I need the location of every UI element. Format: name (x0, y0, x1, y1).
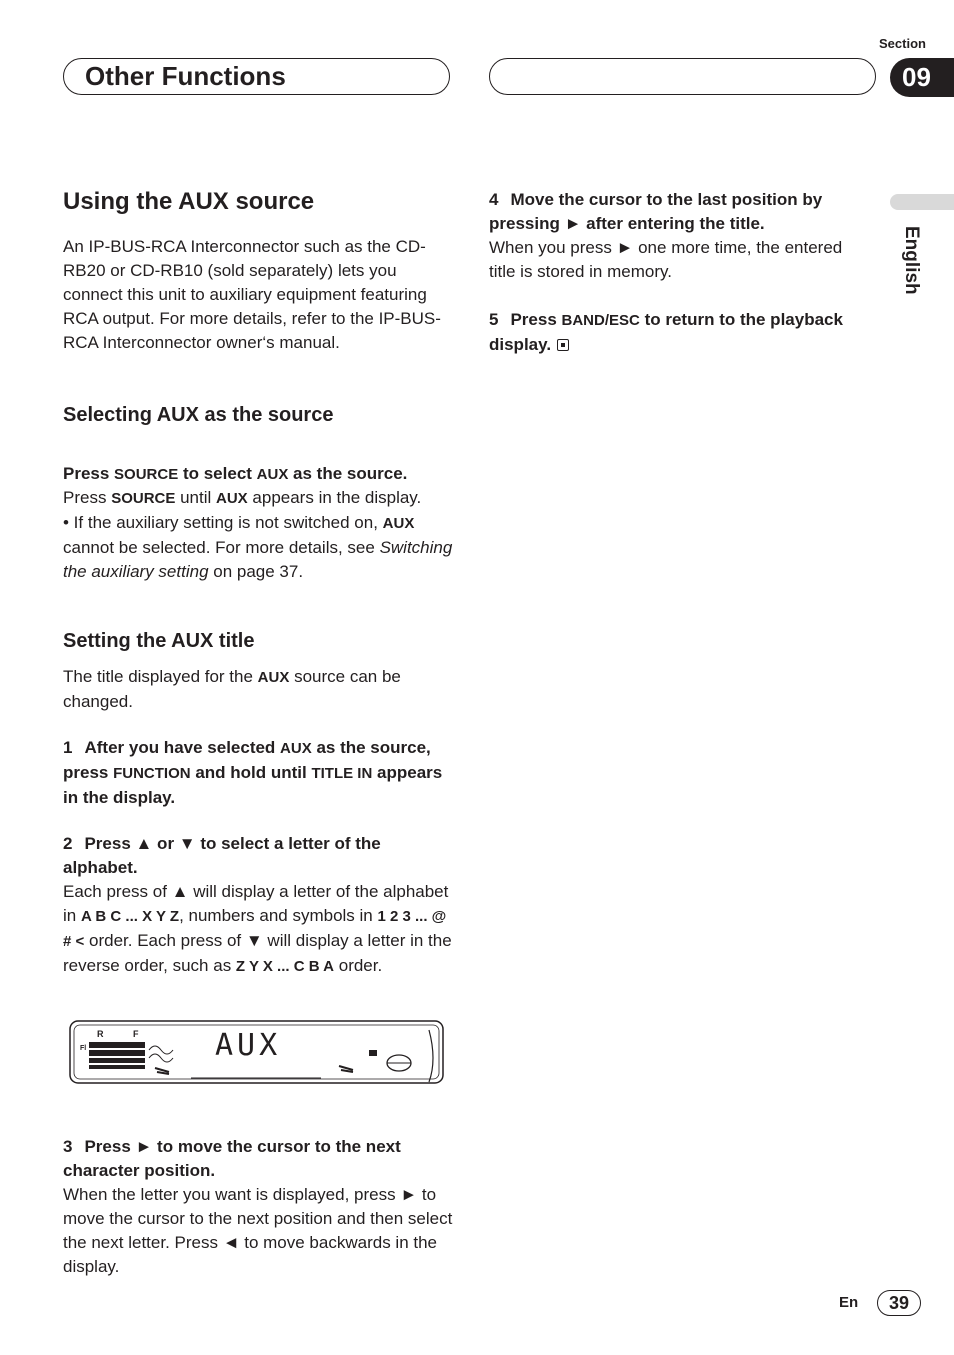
header-empty-box (489, 58, 876, 95)
step-3-body: When the letter you want is displayed, press ► to move the cursor to the next position and then select the next letter. Press ◄ to move backwards in the display. (63, 1185, 453, 1276)
end-of-section-icon (557, 339, 569, 351)
step-1: 1 After you have selected AUX as the source, press FUNCTION and hold until TITLE IN appears in the display. (63, 738, 443, 807)
step-5: 5 Press BAND/ESC to return to the playback display. (489, 310, 843, 354)
svg-text:R: R (97, 1029, 104, 1039)
header-title-box (63, 58, 450, 95)
step-3: 3 Press ► to move the cursor to the next character position. (63, 1137, 401, 1180)
footer-language: En (839, 1294, 859, 1311)
main-heading: Using the AUX source (63, 188, 315, 215)
svg-text:F: F (133, 1029, 139, 1039)
step-4: 4 Move the cursor to the last position by pressing ► after entering the title. (489, 190, 823, 233)
cross-reference-link: Switching the auxiliary setting (63, 538, 453, 581)
page-number: 39 (877, 1290, 921, 1316)
step-2: 2 Press ▲ or ▼ to select a letter of the alphabet. (63, 834, 381, 877)
section-label: Section (879, 36, 926, 51)
language-label: English (901, 226, 922, 295)
intro-paragraph: An IP-BUS-RCA Interconnector such as the CD-RB20 or CD-RB10 (sold separately) lets you connect this unit to auxiliary equipment featuring RCA output. For more details, refer to the IP-BUS-RCA Interconnector owner‘s manual. (63, 237, 441, 352)
page-title: Other Functions (85, 61, 286, 91)
selecting-heading: Selecting AUX as the source (63, 404, 334, 426)
language-tab-marker (890, 194, 954, 210)
lcd-text: AUX (215, 1028, 282, 1063)
title-heading: Setting the AUX title (63, 630, 255, 652)
title-description: The title displayed for the AUX source can be changed. (63, 667, 401, 711)
lcd-display-illustration (69, 1020, 445, 1086)
selecting-body: Press SOURCE until AUX appears in the display. • If the auxiliary setting is not switched on, AUX cannot be selected. For more details, see Switching the auxiliary setting on page 37. (63, 488, 453, 581)
section-number-badge: 09 (890, 58, 954, 97)
svg-text:Fl: Fl (80, 1045, 87, 1052)
spectrum-analyzer-icon (80, 1029, 145, 1069)
selecting-instruction: Press SOURCE to select AUX as the source. (63, 464, 408, 483)
step-4-body: When you press ► one more time, the entered title is stored in memory. (489, 238, 843, 281)
step-2-body: Each press of ▲ will display a letter of the alphabet in A B C ... X Y Z, numbers and symbols in 1 2 3 ... @ # < order. Each press of ▼ will display a letter in the reverse order, such as Z Y X ... C B A order. (63, 882, 452, 975)
